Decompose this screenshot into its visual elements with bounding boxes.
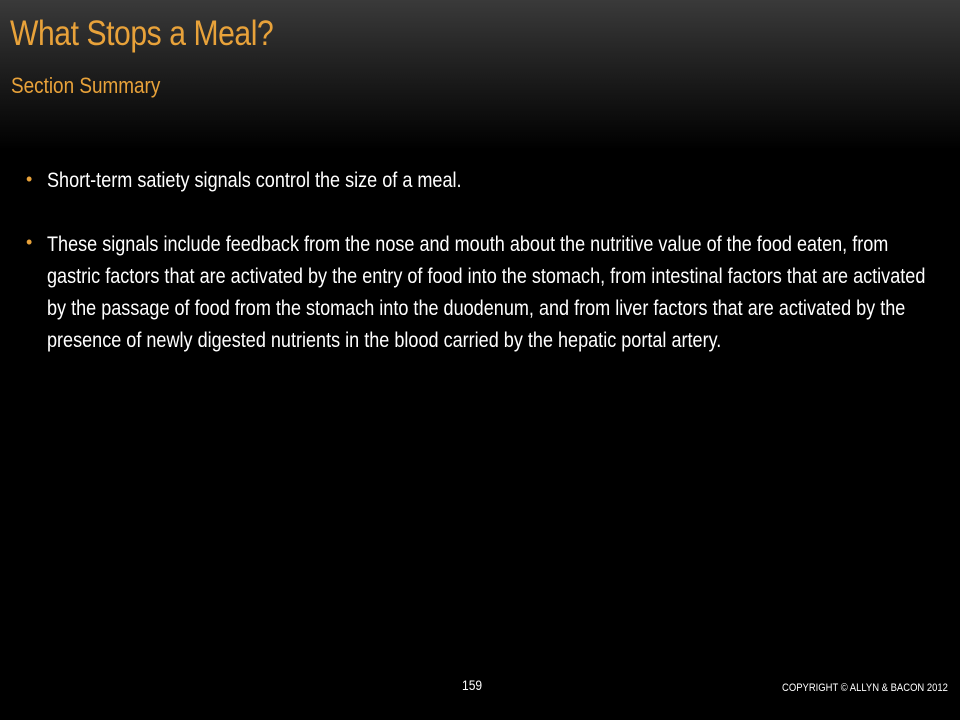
copyright-notice: COPYRIGHT © ALLYN & BACON 2012	[782, 682, 948, 694]
bullet-text: Short-term satiety signals control the size of a meal.	[47, 169, 462, 192]
bullet-dot-icon: •	[26, 232, 33, 252]
bullet-dot-icon: •	[26, 169, 33, 189]
page-number: 159	[462, 677, 483, 693]
bullet-text: These signals include feedback from the nose and mouth about the nutritive value of the food eaten, from gastric factors that are activated by the entry of food into the stomach, from intestinal factors that are activated by the passage of food from the stomach into the duodenum, and from liver factors that are activated by the presence of newly digested nutrients in the blood carried by the hepatic portal artery.	[47, 233, 926, 352]
slide-title: What Stops a Meal?	[10, 14, 274, 53]
slide-subtitle: Section Summary	[11, 73, 161, 98]
